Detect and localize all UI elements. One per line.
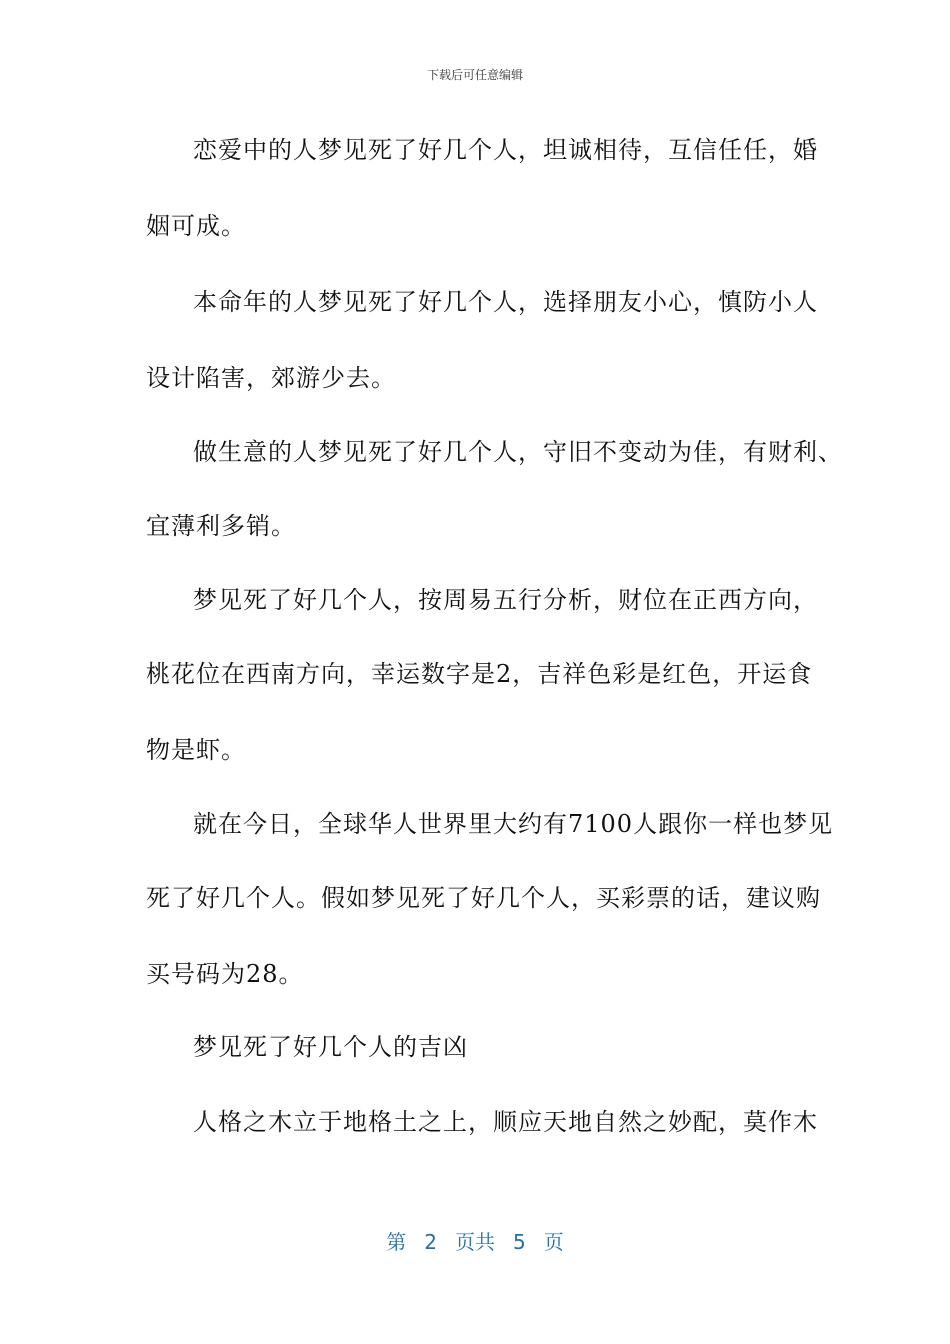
total-pages-number: 5 bbox=[513, 1230, 526, 1254]
paragraph-line: 设计陷害，郊游少去。 bbox=[146, 364, 396, 392]
page-label-prefix: 第 bbox=[386, 1230, 407, 1254]
paragraph-line: 人格之木立于地格土之上，顺应天地自然之妙配，莫作木 bbox=[193, 1108, 818, 1136]
paragraph-line: 就在今日，全球华人世界里大约有7100人跟你一样也梦见 bbox=[193, 810, 834, 838]
paragraph-line: 恋爱中的人梦见死了好几个人，坦诚相待，互信任任，婚 bbox=[193, 136, 818, 164]
current-page-number: 2 bbox=[424, 1230, 437, 1254]
page-number-footer bbox=[0, 1226, 950, 1255]
paragraph-line: 做生意的人梦见死了好几个人，守旧不变动为佳，有财利、 bbox=[193, 438, 843, 466]
paragraph-line: 买号码为28。 bbox=[146, 960, 304, 988]
paragraph-line: 宜薄利多销。 bbox=[146, 512, 296, 540]
paragraph-line: 姻可成。 bbox=[146, 212, 246, 240]
paragraph-line: 本命年的人梦见死了好几个人，选择朋友小心，慎防小人 bbox=[193, 288, 818, 316]
page-header: 下载后可任意编辑 bbox=[426, 68, 523, 82]
page-label-suffix: 页 bbox=[543, 1230, 564, 1254]
section-heading-line: 梦见死了好几个人的吉凶 bbox=[193, 1033, 468, 1061]
page-label-mid: 页共 bbox=[455, 1230, 495, 1254]
paragraph-line: 桃花位在西南方向，幸运数字是2，吉祥色彩是红色，开运食 bbox=[146, 660, 813, 688]
paragraph-line: 梦见死了好几个人，按周易五行分析，财位在正西方向， bbox=[193, 586, 818, 614]
paragraph-line: 物是虾。 bbox=[146, 736, 246, 764]
paragraph-line: 死了好几个人。假如梦见死了好几个人，买彩票的话，建议购 bbox=[146, 884, 821, 912]
